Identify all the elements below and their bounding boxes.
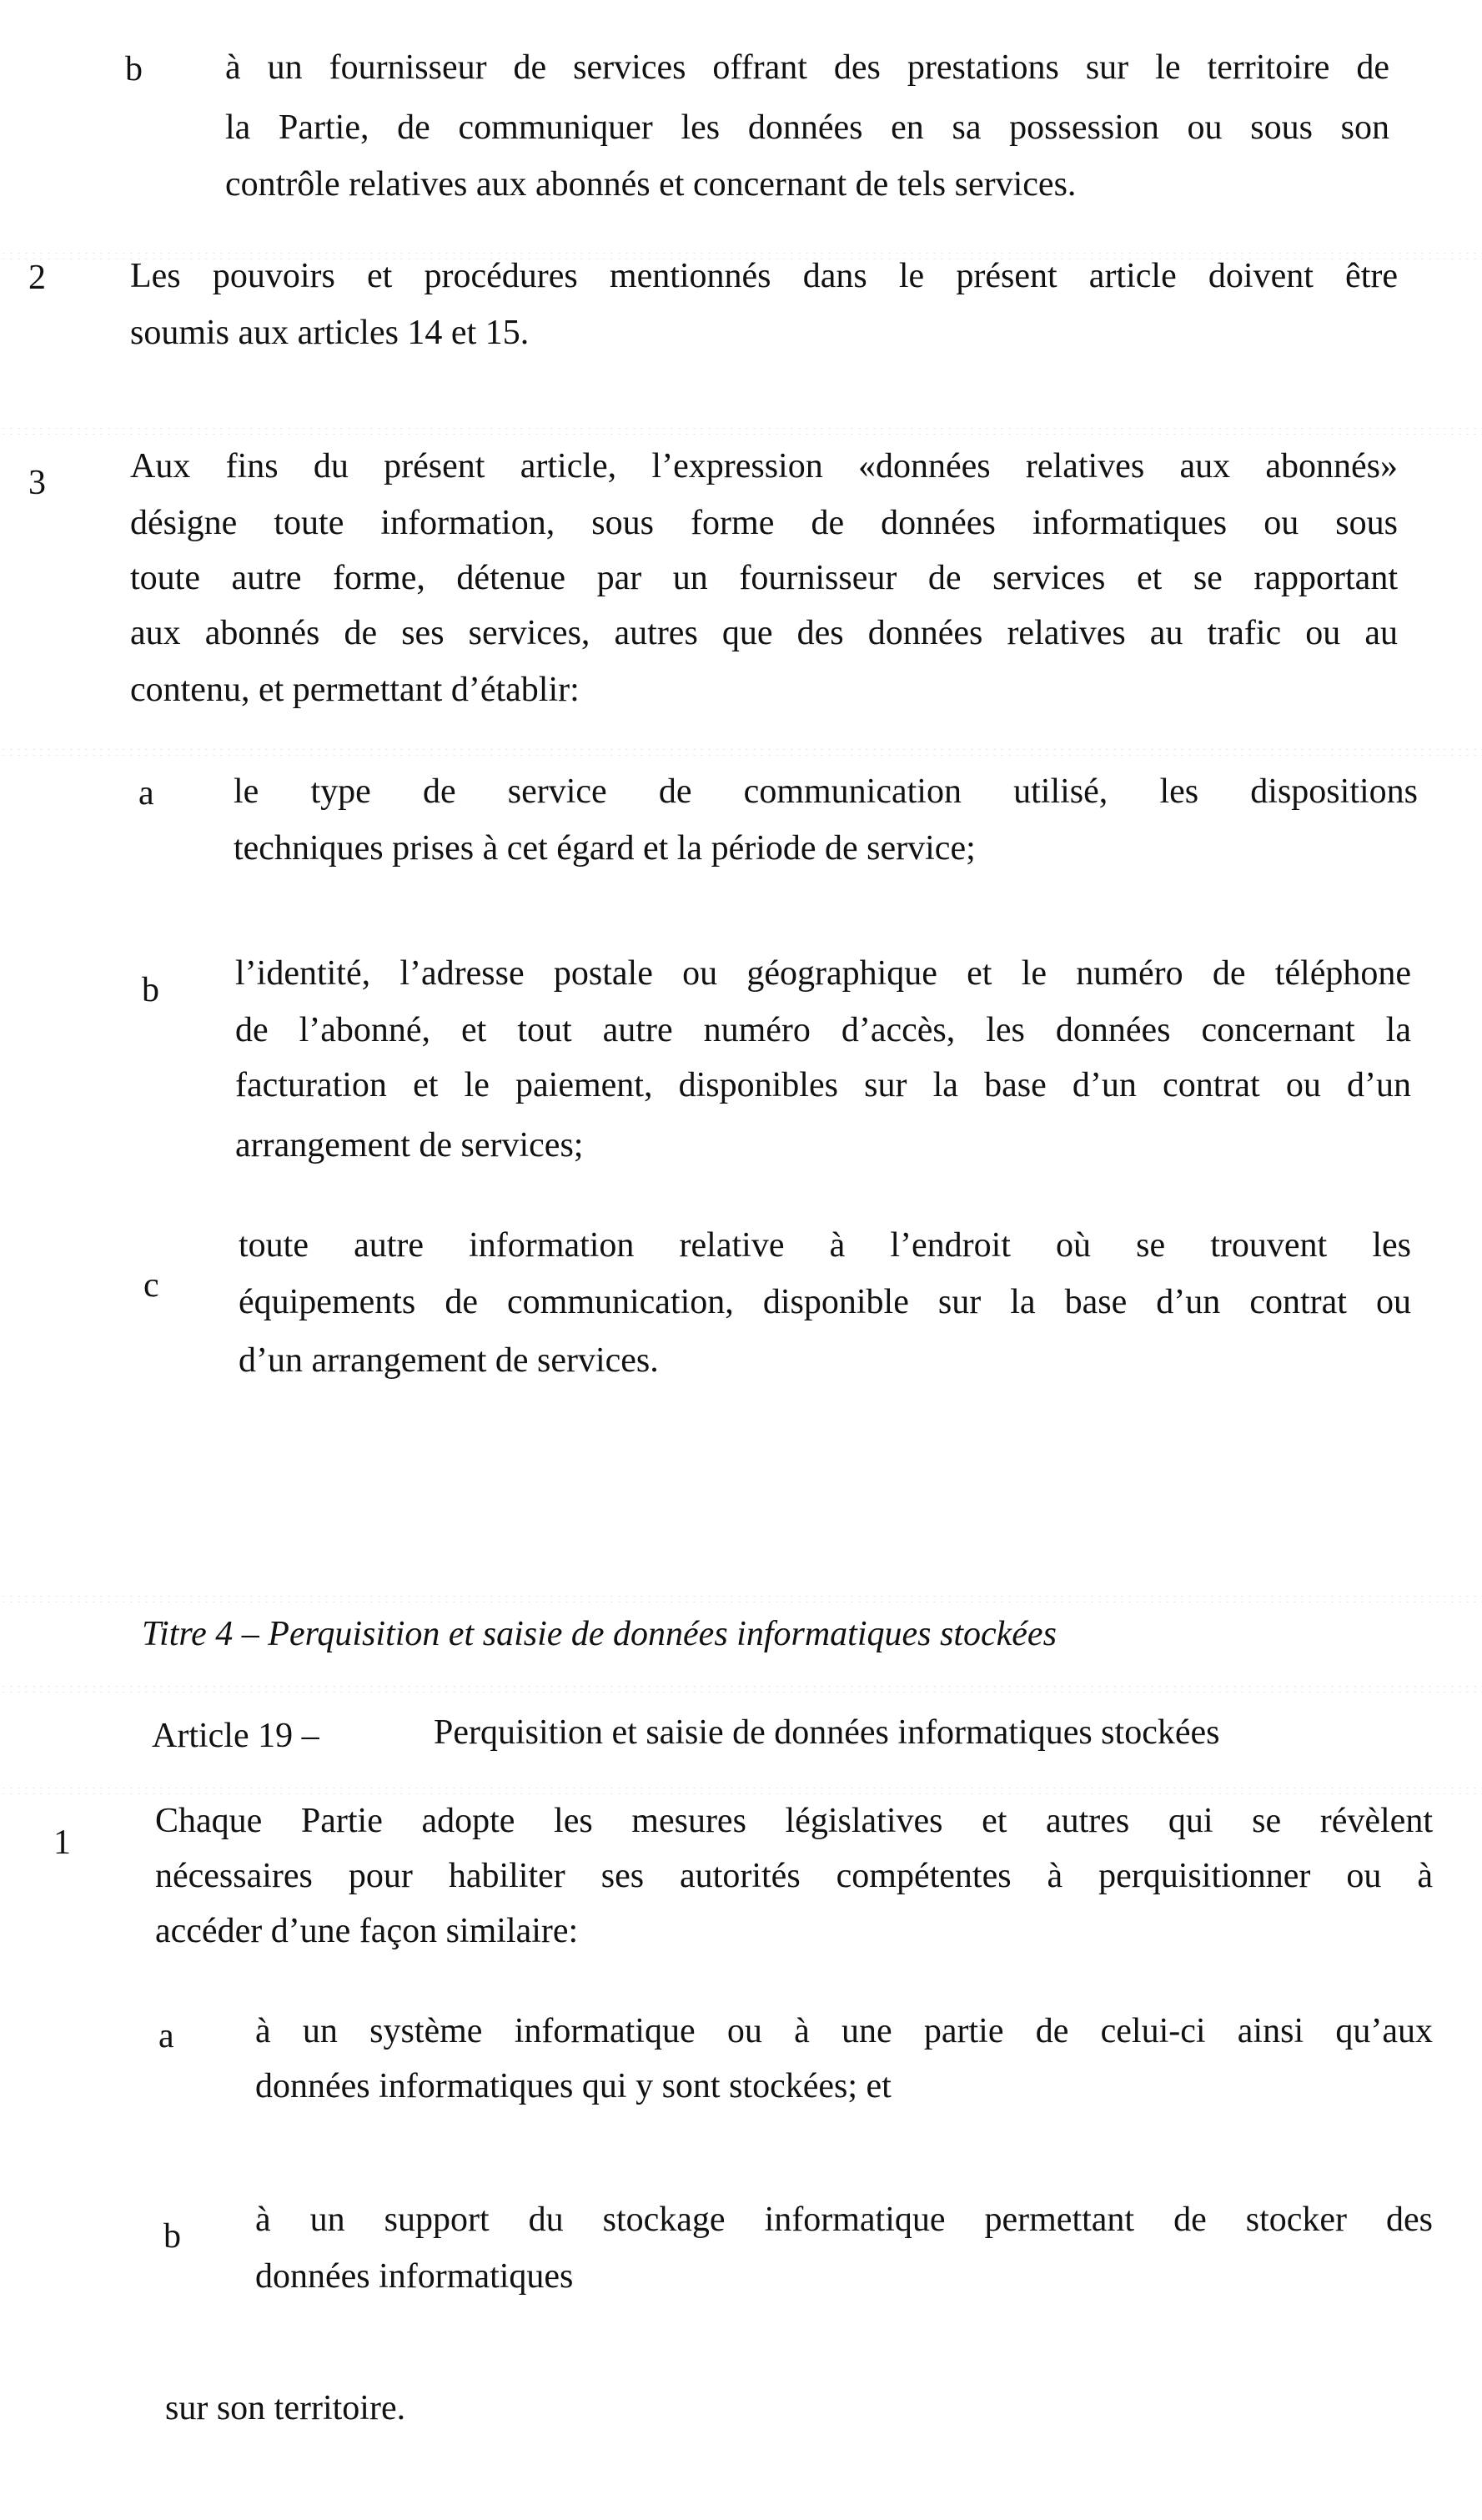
text-line: contenu, et permettant d’établir: xyxy=(130,671,580,709)
text-line: contrôle relatives aux abonnés et concernant de tels services. xyxy=(225,165,1077,204)
text-line: d’un arrangement de services. xyxy=(239,1341,659,1380)
text-line: à un support du stockage informatique permettant de stocker des xyxy=(255,2201,1433,2239)
text-line: techniques prises à cet égard et la période de service; xyxy=(234,829,976,868)
text-line: à un fournisseur de services offrant des prestations sur le territoire de xyxy=(225,48,1389,87)
text-line: facturation et le paiement, disponibles sur la base d’un contrat ou d’un xyxy=(235,1066,1411,1104)
scan-noise xyxy=(0,747,1482,758)
text-line: l’identité, l’adresse postale ou géographique et le numéro de téléphone xyxy=(235,954,1411,993)
text-line: la Partie, de communiquer les données en sa possession ou sous son xyxy=(225,108,1389,147)
list-marker: a xyxy=(158,2017,174,2055)
scan-noise xyxy=(0,1785,1482,1797)
closing-text: sur son territoire. xyxy=(165,2389,406,2427)
list-marker: c xyxy=(143,1266,159,1305)
paragraph-number: 3 xyxy=(28,464,46,502)
text-line: Les pouvoirs et procédures mentionnés dans le présent article doivent être xyxy=(130,257,1398,295)
scan-noise xyxy=(0,1683,1482,1695)
text-line: arrangement de services; xyxy=(235,1126,584,1164)
list-marker: a xyxy=(138,774,154,812)
text-line: données informatiques qui y sont stockées; et xyxy=(255,2067,892,2105)
paragraph-number: 2 xyxy=(28,259,46,297)
list-marker: b xyxy=(142,971,159,1009)
text-line: Aux fins du présent article, l’expression «données relatives aux abonnés» xyxy=(130,447,1398,485)
text-line: données informatiques xyxy=(255,2257,574,2296)
text-line: à un système informatique ou à une partie de celui-ci ainsi qu’aux xyxy=(255,2012,1433,2050)
list-marker: b xyxy=(163,2217,181,2256)
text-line: désigne toute information, sous forme de données informatiques ou sous xyxy=(130,504,1398,542)
text-line: aux abonnés de ses services, autres que des données relatives au trafic ou au xyxy=(130,614,1398,652)
text-line: de l’abonné, et tout autre numéro d’accès, les données concernant la xyxy=(235,1011,1411,1049)
section-heading: Titre 4 – Perquisition et saisie de données informatiques stockées xyxy=(142,1615,1057,1653)
scan-noise xyxy=(0,425,1482,437)
text-line: accéder d’une façon similaire: xyxy=(155,1912,579,1950)
paragraph-number: 1 xyxy=(53,1823,71,1862)
text-line: toute autre forme, détenue par un fournisseur de services et se rapportant xyxy=(130,559,1398,597)
text-line: nécessaires pour habiliter ses autorités compétentes à perquisitionner ou à xyxy=(155,1857,1433,1895)
list-marker: b xyxy=(125,50,143,88)
text-line: soumis aux articles 14 et 15. xyxy=(130,314,530,352)
article-label: Article 19 – xyxy=(152,1717,319,1755)
text-line: Chaque Partie adopte les mesures législatives et autres qui se révèlent xyxy=(155,1802,1433,1840)
text-line: équipements de communication, disponible sur la base d’un contrat ou xyxy=(239,1283,1411,1321)
text-line: le type de service de communication utilisé, les dispositions xyxy=(234,772,1418,811)
text-line: toute autre information relative à l’endroit où se trouvent les xyxy=(239,1226,1411,1265)
scan-noise xyxy=(0,1593,1482,1605)
article-title: Perquisition et saisie de données informatiques stockées xyxy=(434,1713,1220,1752)
